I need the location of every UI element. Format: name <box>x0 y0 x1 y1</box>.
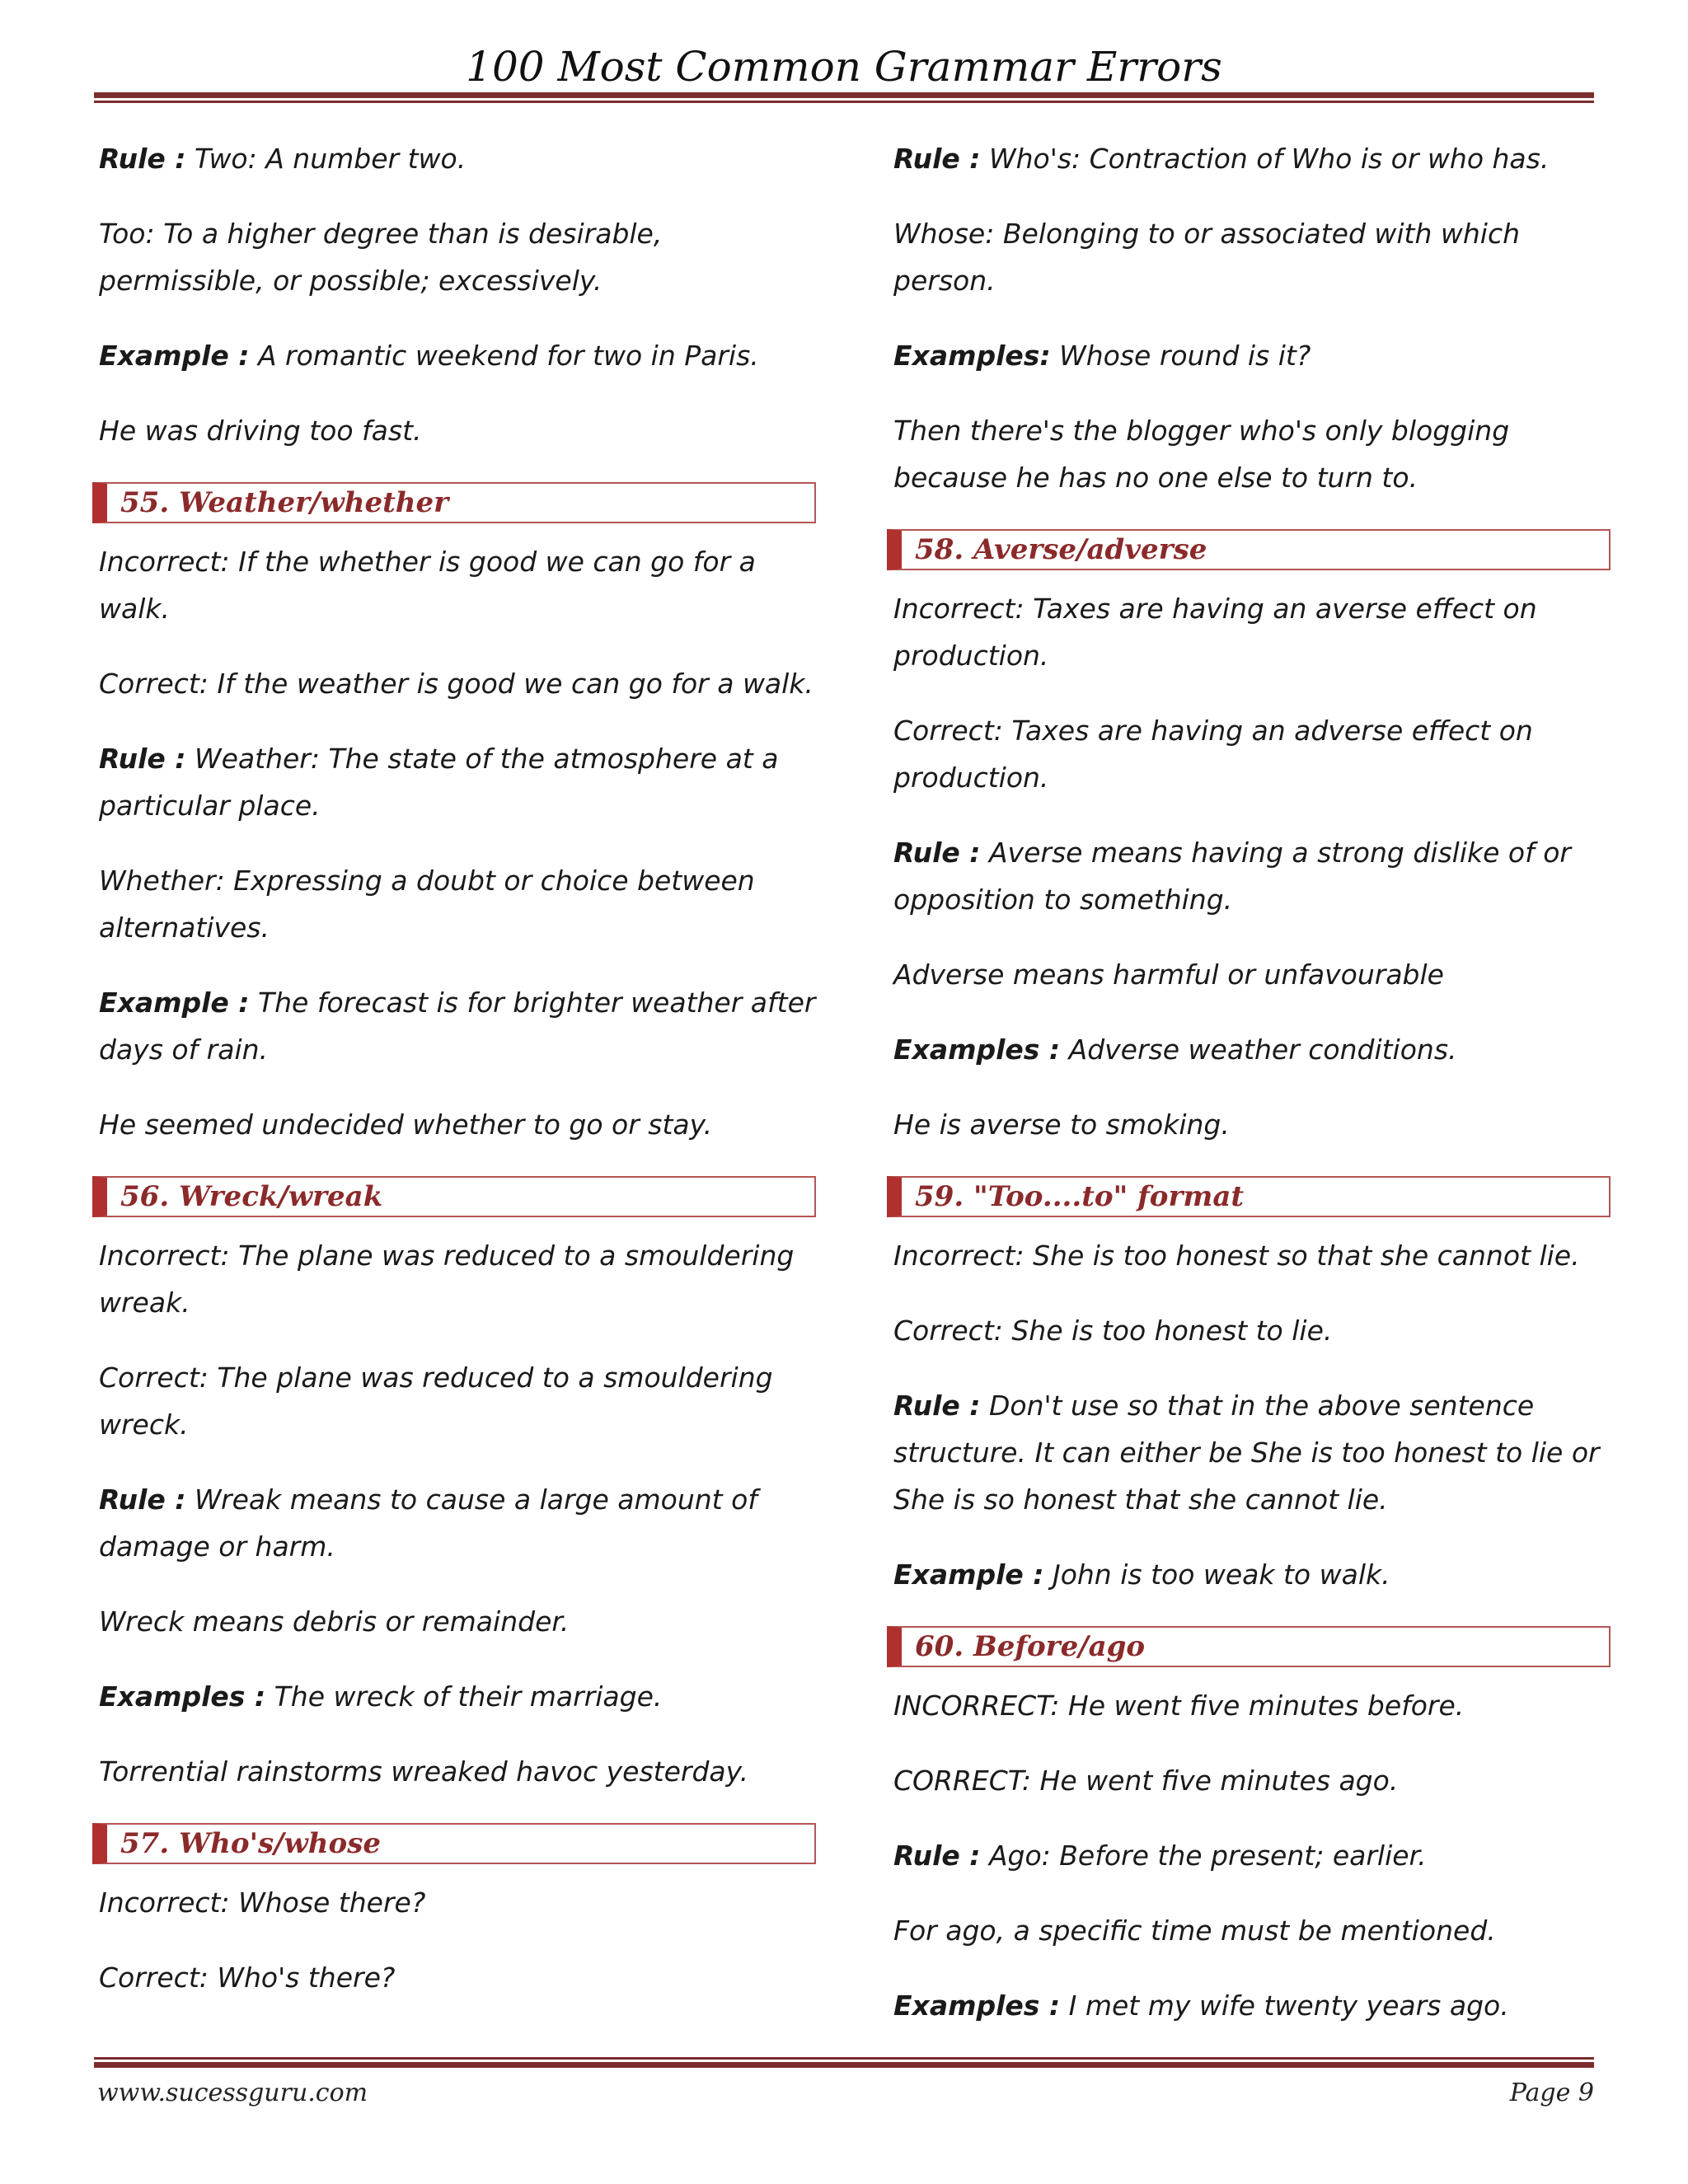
paragraph: Correct: If the weather is good we can go for a walk. <box>99 668 814 700</box>
paragraph: Whether: Expressing a doubt or choice between alternatives. <box>99 865 755 944</box>
rule-label: Rule : <box>893 1840 981 1872</box>
paragraph: He seemed undecided whether to go or stay. <box>99 1108 713 1141</box>
paragraph: Wreck means debris or remainder. <box>99 1605 570 1638</box>
paragraph: Incorrect: The plane was reduced to a smouldering wreak. <box>99 1240 795 1319</box>
paragraph <box>893 1982 1611 2029</box>
section-heading-58 <box>887 529 1611 570</box>
rule-label: Rule : <box>893 837 981 869</box>
paragraph: Too: To a higher degree than is desirable, permissible, or possible; excessively. <box>99 218 663 297</box>
left-column <box>99 135 816 2029</box>
section-heading-57 <box>92 1823 816 1864</box>
rule-label: Rule : <box>99 743 186 775</box>
paragraph <box>893 135 1611 182</box>
section-heading-text: 60. Before/ago <box>915 1630 1146 1663</box>
section-heading-55 <box>92 482 816 523</box>
paragraph-text: Ago: Before the present; earlier. <box>980 1840 1427 1872</box>
paragraph-text: The wreck of their marriage. <box>265 1680 663 1713</box>
section-heading-60 <box>887 1626 1611 1667</box>
paragraph-text: A romantic weekend for two in Paris. <box>249 340 759 372</box>
paragraph <box>893 1026 1611 1073</box>
example-label: Examples : <box>893 1990 1061 2022</box>
footer-website: www.sucessguru.com <box>97 2079 368 2107</box>
paragraph: Incorrect: If the whether is good we can go for a walk. <box>99 546 756 625</box>
paragraph: He is averse to smoking. <box>893 1108 1230 1141</box>
paragraph-text: John is too weak to walk. <box>1043 1558 1390 1591</box>
example-label: Examples : <box>893 1033 1061 1066</box>
paragraph: CORRECT: He went five minutes ago. <box>893 1765 1399 1797</box>
paragraph <box>99 979 816 1073</box>
paragraph <box>893 829 1611 923</box>
paragraph: Adverse means harmful or unfavourable <box>893 958 1444 991</box>
section-heading-text: 58. Averse/adverse <box>915 533 1207 566</box>
rule-label: Rule : <box>99 143 186 175</box>
paragraph-text: Whose round is it? <box>1050 340 1311 372</box>
paragraph: Incorrect: She is too honest so that she cannot lie. <box>893 1240 1580 1272</box>
page-number: Page 9 <box>1509 2079 1594 2107</box>
paragraph: For ago, a specific time must be mentioned. <box>893 1915 1496 1947</box>
paragraph <box>893 1832 1611 1879</box>
paragraph-text: Who's: Contraction of Who is or who has. <box>980 143 1550 175</box>
example-label: Examples : <box>99 1680 266 1713</box>
paragraph: He was driving too fast. <box>99 415 422 447</box>
rule-label: Rule : <box>893 143 981 175</box>
paragraph: Whose: Belonging to or associated with which person. <box>893 218 1521 297</box>
section-heading-56 <box>92 1176 816 1217</box>
page-title: 100 Most Common Grammar Errors <box>466 43 1222 91</box>
paragraph-text: Averse means having a strong dislike of or opposition to something. <box>893 837 1571 916</box>
section-heading-text: 59. "Too....to" format <box>915 1180 1245 1213</box>
paragraph <box>893 1551 1611 1598</box>
paragraph: Correct: Taxes are having an adverse effect on production. <box>893 715 1533 794</box>
rule-label: Rule : <box>99 1483 186 1516</box>
example-label: Example : <box>99 987 250 1019</box>
paragraph <box>99 735 816 829</box>
header-rule-thin <box>94 101 1594 103</box>
paragraph: Torrential rainstorms wreaked havoc yesterday. <box>99 1755 749 1788</box>
example-label: Example : <box>99 340 250 372</box>
paragraph <box>99 332 816 379</box>
header-rule-thick <box>94 92 1594 98</box>
paragraph <box>99 1673 816 1720</box>
paragraph <box>893 1382 1611 1523</box>
paragraph-text: Don't use so that in the above sentence structure. It can either be She is too honest to lie or She is so honest that she cannot lie. <box>893 1390 1600 1516</box>
paragraph <box>99 1476 816 1570</box>
paragraph: Correct: She is too honest to lie. <box>893 1315 1333 1347</box>
section-heading-text: 56. Wreck/wreak <box>120 1180 383 1213</box>
section-heading-text: 57. Who's/whose <box>120 1827 381 1860</box>
section-heading-text: 55. Weather/whether <box>120 486 449 519</box>
paragraph: Incorrect: Taxes are having an averse effect on production. <box>893 593 1537 672</box>
paragraph-text: Two: A number two. <box>185 143 467 175</box>
paragraph: Then there's the blogger who's only blogging because he has no one else to turn to. <box>893 415 1510 494</box>
paragraph-text: Weather: The state of the atmosphere at a particular place. <box>99 743 779 822</box>
paragraph: Incorrect: Whose there? <box>99 1886 426 1919</box>
section-heading-59 <box>887 1176 1611 1217</box>
paragraph-text: I met my wife twenty years ago. <box>1060 1990 1509 2022</box>
paragraph <box>893 332 1611 379</box>
paragraph-text: The forecast is for brighter weather after days of rain. <box>99 987 816 1066</box>
paragraph: Correct: Who's there? <box>99 1961 396 1994</box>
paragraph-text: Adverse weather conditions. <box>1060 1033 1457 1066</box>
paragraph-text: Wreak means to cause a large amount of damage or harm. <box>99 1483 757 1563</box>
rule-label: Rule : <box>893 1390 981 1422</box>
right-column <box>893 135 1611 2057</box>
example-label: Examples: <box>893 340 1051 372</box>
paragraph: Correct: The plane was reduced to a smouldering wreck. <box>99 1361 773 1441</box>
footer-rule-thick <box>94 2062 1594 2068</box>
paragraph <box>99 135 816 182</box>
footer-rule-thin <box>94 2057 1594 2060</box>
example-label: Example : <box>893 1558 1044 1591</box>
paragraph: INCORRECT: He went five minutes before. <box>893 1690 1465 1722</box>
